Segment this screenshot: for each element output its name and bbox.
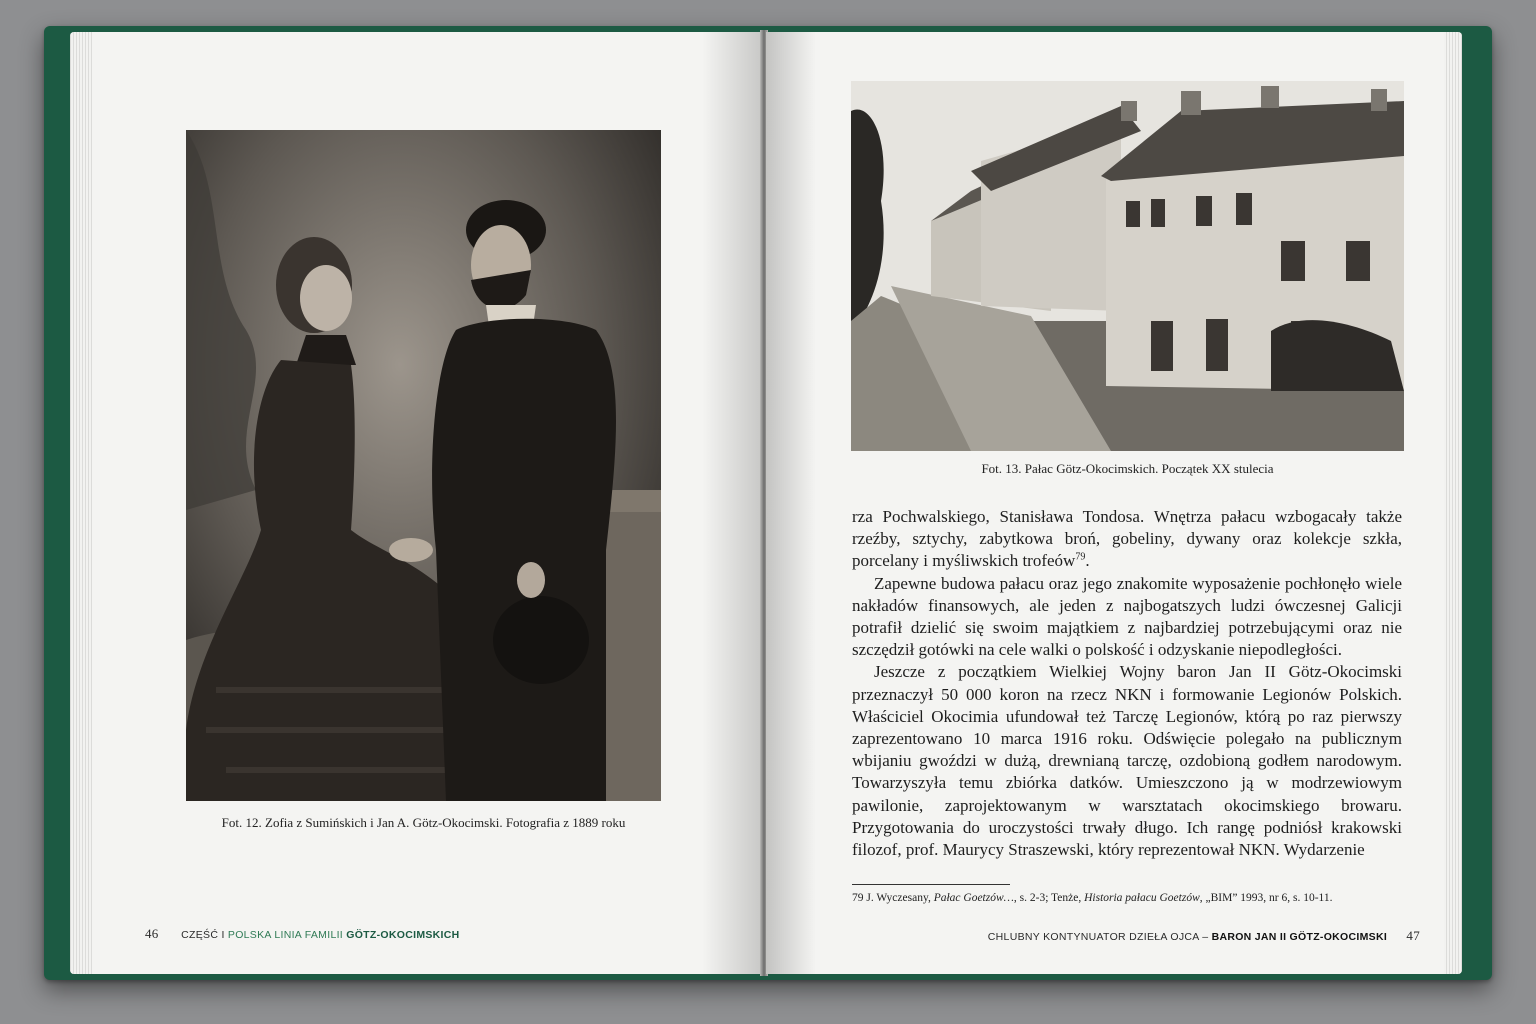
footnote-ref: 79 — [1075, 551, 1086, 563]
running-head — [988, 928, 1420, 944]
paragraph: Zapewne budowa pałacu oraz jego znakomite wyposażenie pochłonęło wiele nakładów finansowych, ale jeden z najbogatszych ludzi ówczesnej Galicji potrafił dzielić się swoim majątkiem z najbardziej potrzebującymi oraz nie szczędził gotówki na cele walki o polskość i odzyskanie niepodległości. — [852, 573, 1402, 660]
page-number: 47 — [1406, 928, 1420, 943]
gutter-shadow — [702, 32, 762, 974]
running-head-title-bold: BARON JAN II GÖTZ-OKOCIMSKI — [1211, 931, 1388, 943]
gutter-shadow — [766, 32, 816, 974]
page-number: 46 — [145, 926, 159, 941]
part-label: CZĘŚĆ I — [181, 929, 225, 941]
body-text — [852, 506, 1402, 861]
footnote-number: 79 — [852, 892, 864, 904]
paragraph: Jeszcze z początkiem Wielkiej Wojny baron Jan II Götz-Okocimski przeznaczył 50 000 koron na rzecz NKN i formowanie Legionów Polskich. Właściciel Okocimia ufundował też Tarczę Legionów, którą po raz pierwszy zaprezentowano 10 marca 1916 roku. Odświęcie polegało na publicznym wbijaniu gwoździ w dużą, drewnianą tarczę, ozdobioną godłem narodowym. Towarzyszyła temu zbiórka datków. Umieszczono ją w modrzewiowym pawilonie, zaprojektowanym w warsztatach okocimskiego browaru. Przygotowania do uroczystości trwały długo. Ich rangę podniósł krakowski filozof, prof. Maurycy Straszewski, który reprezentował NKN. Wydarzenie — [852, 662, 1402, 860]
paragraph — [852, 506, 1402, 573]
palace-illustration — [851, 81, 1404, 451]
footnote-rule — [852, 884, 1010, 885]
footnote-text: , s. 2-3; Tenże, — [1013, 892, 1082, 904]
left-page — [70, 32, 762, 974]
paragraph-end: . — [1085, 551, 1090, 571]
running-head-dash: – — [1202, 931, 1209, 943]
running-head-title: POLSKA LINIA FAMILII — [227, 929, 344, 941]
footnote-work: Historia pałacu Goetzów — [1084, 892, 1200, 904]
footnote — [852, 892, 1412, 904]
footnote-text: , „BIM” 1993, nr 6, s. 10-11. — [1199, 892, 1333, 904]
running-head — [145, 926, 460, 942]
photo-caption: Fot. 13. Pałac Götz-Okocimskich. Początek XX stulecia — [981, 461, 1274, 476]
footnote-author: J. Wyczesany, — [866, 892, 931, 904]
palace-photo — [851, 81, 1404, 451]
paragraph-text: rza Pochwalskiego, Stanisława Tondosa. Wnętrza pałacu wzbogacały także rzeźby, sztychy, zabytkowa broń, gobeliny, dywany oraz kolekcje szkła, porcelany i myśliwskich trofeów — [852, 507, 1402, 571]
portrait-illustration — [186, 130, 661, 801]
running-head-title-bold: GÖTZ-OKOCIMSKICH — [346, 929, 460, 941]
right-page — [766, 32, 1462, 974]
photo-caption: Fot. 12. Zofia z Sumińskich i Jan A. Götz-Okocimski. Fotografia z 1889 roku — [221, 815, 626, 830]
couple-portrait-photo — [186, 130, 661, 801]
running-head-title: CHLUBNY KONTYNUATOR DZIEŁA OJCA — [987, 931, 1199, 943]
footnote-work: Pałac Goetzów… — [933, 892, 1014, 904]
